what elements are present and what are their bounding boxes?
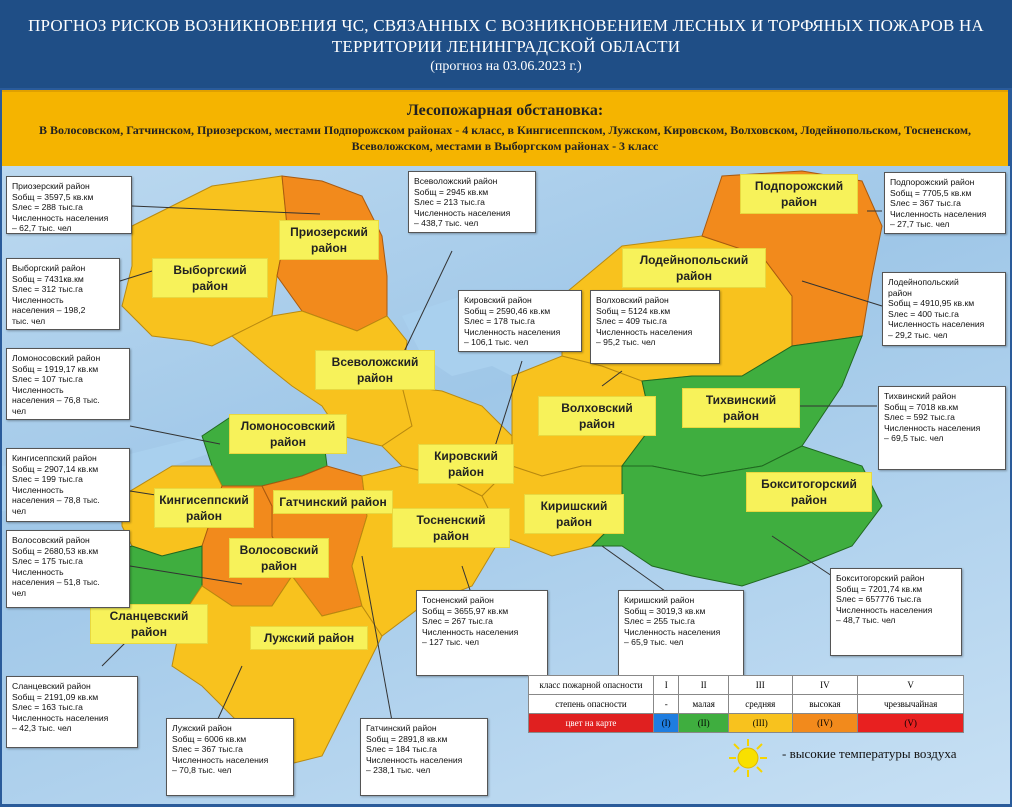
info-line: Sобщ = 4910,95 кв.км xyxy=(888,298,975,308)
info-line: Sлес = 267 тыс.га xyxy=(422,616,493,626)
legend-degree: малая xyxy=(679,695,729,714)
fire-class-legend xyxy=(528,675,964,733)
label-gatchina: Гатчинский район xyxy=(273,490,393,514)
legend-degree: средняя xyxy=(729,695,793,714)
info-tikhvin xyxy=(878,386,1006,470)
info-line: Сланцевский район xyxy=(12,681,91,691)
banner-title: Лесопожарная обстановка: xyxy=(406,102,604,119)
info-line: Sлес = 657776 тыс.га xyxy=(836,594,922,604)
info-line: – 42,3 тыс. чел xyxy=(12,723,72,733)
info-line: Sлес = 367 тыс.га xyxy=(172,744,243,754)
label-volkhov: Волховский район xyxy=(538,396,656,436)
info-line: Кингисеппский район xyxy=(12,453,97,463)
info-line: Численность населения xyxy=(366,754,463,765)
info-boksitogorsk xyxy=(830,568,962,656)
info-line: Киришский район xyxy=(624,595,695,605)
info-line: Sобщ = 3597,5 кв.км xyxy=(12,191,94,202)
legend-degree: чрезвычайная xyxy=(858,695,964,714)
info-line: населения – 198,2 xyxy=(12,305,86,315)
info-line: – 48,7 тыс. чел xyxy=(836,615,896,625)
info-podporozhye xyxy=(884,172,1006,234)
legend-class: V xyxy=(858,676,964,695)
info-line: Sлес = 184 тыс.га xyxy=(366,744,437,754)
info-line: Всеволожский район xyxy=(414,176,498,186)
info-line: Sлес = 288 тыс.га xyxy=(12,202,83,212)
info-line: Sобщ = 7431кв.км xyxy=(12,273,84,284)
legend-degree: высокая xyxy=(792,695,858,714)
info-line: Численность населения xyxy=(414,207,511,218)
label-luga: Лужский район xyxy=(250,626,368,650)
sun-icon xyxy=(728,738,768,778)
legend-swatch-class3: (III) xyxy=(729,714,793,733)
info-line: чел xyxy=(12,405,26,416)
banner-text: В Волосовском, Гатчинском, Приозерском, местами Подпорожском районах - 4 класс, в Кингисеппском, Лужском, Кировском, Волховском, Лодейнопольском, Тосненском, Всеволожском, местами в Выборгском районах - 3 класс xyxy=(38,123,972,153)
info-line: район xyxy=(888,287,912,298)
label-volosovo: Волосовский район xyxy=(229,538,329,578)
info-line: Тосненский район xyxy=(422,595,494,605)
fire-situation-banner xyxy=(2,90,1008,168)
label-lodeynoye-pole: Лодейнопольский район xyxy=(622,248,766,288)
info-line: Sлес = 178 тыс.га xyxy=(464,316,535,326)
info-slantsy xyxy=(6,676,138,748)
info-line: – 106,1 тыс. чел xyxy=(464,337,529,347)
info-line: Численность населения xyxy=(884,422,981,433)
info-line: Подпорожский район xyxy=(890,177,975,187)
info-line: Численность населения xyxy=(596,326,693,337)
info-line: населения – 51,8 тыс. xyxy=(12,577,100,587)
info-line: Численность населения xyxy=(12,212,109,223)
legend-swatch-class2: (II) xyxy=(679,714,729,733)
info-line: – 95,2 тыс. чел xyxy=(596,337,656,347)
info-line: Численность xyxy=(12,384,64,395)
info-tosno xyxy=(416,590,548,676)
info-line: Sобщ = 2590,46 кв.км xyxy=(464,305,551,316)
info-line: – 27,7 тыс. чел xyxy=(890,219,950,229)
info-line: чел xyxy=(12,587,26,598)
label-slantsy: Сланцевский район xyxy=(90,604,208,644)
info-line: – 70,8 тыс. чел xyxy=(172,765,232,775)
info-kirishi xyxy=(618,590,744,676)
label-priozersk: Приозерский район xyxy=(279,220,379,260)
info-line: Численность xyxy=(12,566,64,577)
legend-swatch-class1: (I) xyxy=(654,714,679,733)
info-line: Волосовский район xyxy=(12,535,90,545)
info-gatchina xyxy=(360,718,488,796)
info-line: Численность населения xyxy=(836,604,933,615)
page-header xyxy=(0,0,1012,88)
info-line: Sобщ = 2891,8 кв.км xyxy=(366,733,448,744)
info-line: Sобщ = 3019,3 кв.км xyxy=(624,605,706,616)
info-line: – 69,5 тыс. чел xyxy=(884,433,944,443)
info-line: Численность населения xyxy=(422,626,519,637)
label-kirishi: Киришский район xyxy=(524,494,624,534)
info-vsevolozhsk xyxy=(408,171,536,233)
label-vyborg: Выборгский район xyxy=(152,258,268,298)
info-lodeynoye-pole xyxy=(882,272,1006,346)
info-line: Sлес = 312 тыс.га xyxy=(12,284,83,294)
info-priozersk xyxy=(6,176,132,234)
label-kirovsk: Кировский район xyxy=(418,444,514,484)
info-line: Sобщ = 7705,5 кв.км xyxy=(890,187,972,198)
info-line: Ломоносовский район xyxy=(12,353,101,363)
info-line: Sобщ = 2680,53 кв.км xyxy=(12,545,99,556)
info-line: Sобщ = 3655,97 кв.км xyxy=(422,605,509,616)
info-line: Sлес = 409 тыс.га xyxy=(596,316,667,326)
info-line: Бокситогорский район xyxy=(836,573,925,583)
info-volosovo xyxy=(6,530,130,608)
info-line: Sлес = 592 тыс.га xyxy=(884,412,955,422)
legend-class: II xyxy=(679,676,729,695)
info-line: Sлес = 400 тыс.га xyxy=(888,308,959,319)
info-line: Численность населения xyxy=(624,626,721,637)
info-kirovsk xyxy=(458,290,582,352)
label-tosno: Тосненский район xyxy=(392,508,510,548)
legend-degree: - xyxy=(654,695,679,714)
label-tikhvin: Тихвинский район xyxy=(682,388,800,428)
info-line: Тихвинский район xyxy=(884,391,957,401)
info-line: тыс. чел xyxy=(12,315,46,326)
info-lomonosov xyxy=(6,348,130,420)
label-vsevolozhsk: Всеволожский район xyxy=(315,350,435,390)
info-line: Sлес = 163 тыс.га xyxy=(12,702,83,712)
info-line: – 65,9 тыс. чел xyxy=(624,637,684,647)
info-line: Sобщ = 6006 кв.км xyxy=(172,733,247,744)
legend-class: III xyxy=(729,676,793,695)
legend-swatch-class5: (V) xyxy=(858,714,964,733)
info-line: Численность населения xyxy=(172,754,269,765)
legend-swatch-class4: (IV) xyxy=(792,714,858,733)
info-line: Sобщ = 2945 кв.км xyxy=(414,186,489,197)
info-line: Sлес = 367 тыс.га xyxy=(890,198,961,208)
label-podporozhye: Подпорожский район xyxy=(740,174,858,214)
info-line: Волховский район xyxy=(596,295,669,305)
info-line: – 438,7 тыс. чел xyxy=(414,218,479,228)
info-line: Sобщ = 7018 кв.км xyxy=(884,401,959,412)
legend-class-header: класс пожарной опасности xyxy=(529,676,654,695)
forecast-date: (прогноз на 03.06.2023 г.) xyxy=(430,59,582,74)
legend-class: I xyxy=(654,676,679,695)
info-line: Численность населения xyxy=(12,712,109,723)
info-line: Численность населения xyxy=(888,319,985,329)
legend-color-header: цвет на карте xyxy=(529,714,654,733)
info-line: Sлес = 199 тыс.га xyxy=(12,474,83,484)
info-line: населения – 76,8 тыс. xyxy=(12,395,100,405)
info-line: Sлес = 175 тыс.га xyxy=(12,556,83,566)
info-line: Sобщ = 2191,09 кв.км xyxy=(12,691,99,702)
info-line: Выборгский район xyxy=(12,263,86,273)
info-line: Sобщ = 1919,17 кв.км xyxy=(12,363,99,374)
info-line: Sобщ = 7201,74 кв.км xyxy=(836,583,923,594)
info-kingisepp xyxy=(6,448,130,522)
info-line: Кировский район xyxy=(464,295,532,305)
label-boksitogorsk: Бокситогорский район xyxy=(746,472,872,512)
info-line: Гатчинский район xyxy=(366,723,437,733)
info-luga xyxy=(166,718,294,796)
info-line: Лужский район xyxy=(172,723,232,733)
info-line: Sлес = 107 тыс.га xyxy=(12,374,83,384)
legend-class: IV xyxy=(792,676,858,695)
info-line: Sобщ = 5124 кв.км xyxy=(596,305,671,316)
info-vyborg xyxy=(6,258,120,330)
info-line: Лодейнопольский xyxy=(888,277,959,287)
legend-degree-header: степень опасности xyxy=(529,695,654,714)
label-lomonosov: Ломоносовский район xyxy=(229,414,347,454)
info-line: Приозерский район xyxy=(12,181,90,191)
info-line: – 238,1 тыс. чел xyxy=(366,765,431,775)
label-kingisepp: Кингисеппский район xyxy=(154,488,254,528)
info-line: – 62,7 тыс. чел xyxy=(12,223,72,233)
info-line: населения – 78,8 тыс. xyxy=(12,495,100,505)
info-line: Численность населения xyxy=(890,208,987,219)
page-title: ПРОГНОЗ РИСКОВ ВОЗНИКНОВЕНИЯ ЧС, СВЯЗАННЫХ С ВОЗНИКНОВЕНИЕМ ЛЕСНЫХ И ТОРФЯНЫХ ПОЖАРОВ НА ТЕРРИТОРИИ ЛЕНИНГРАДСКОЙ ОБЛАСТИ xyxy=(28,16,984,56)
info-line: Sлес = 255 тыс.га xyxy=(624,616,695,626)
sun-legend-text: - высокие температуры воздуха xyxy=(782,746,957,761)
info-line: Sобщ = 2907,14 кв.км xyxy=(12,463,99,474)
info-line: Численность xyxy=(12,484,64,495)
info-line: Sлес = 213 тыс.га xyxy=(414,197,485,207)
info-line: Численность населения xyxy=(464,326,561,337)
info-line: – 29,2 тыс. чел xyxy=(888,329,948,340)
info-line: Численность xyxy=(12,294,64,305)
info-line: чел xyxy=(12,505,26,516)
info-volkhov xyxy=(590,290,720,364)
info-line: – 127 тыс. чел xyxy=(422,637,480,647)
